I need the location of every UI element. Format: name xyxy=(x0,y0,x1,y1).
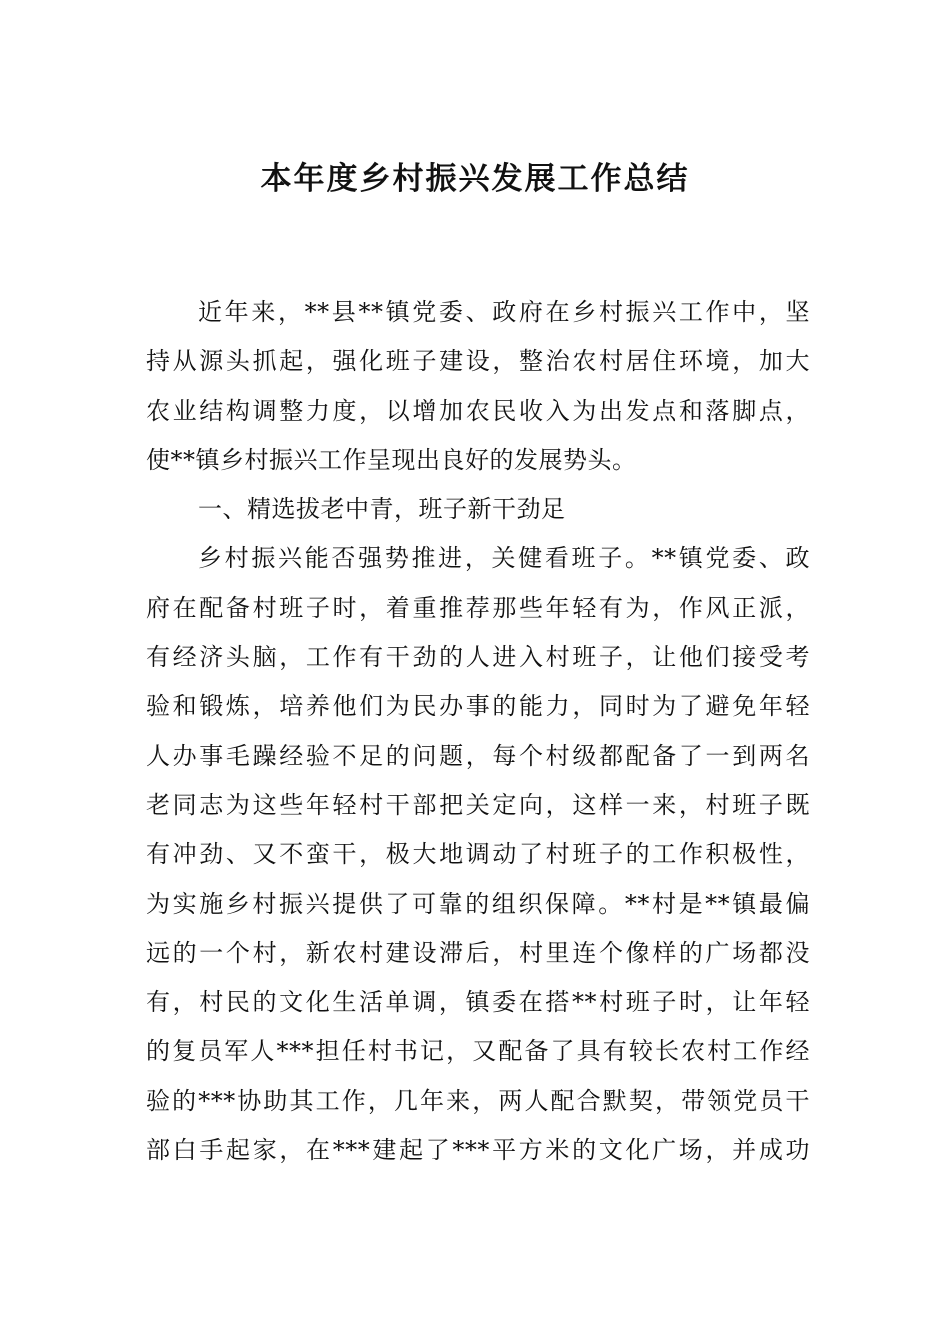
paragraph-line: 使**镇乡村振兴工作呈现出良好的发展势头。 xyxy=(146,445,637,474)
document-body xyxy=(146,288,810,1175)
paragraph-line: 农业结构调整力度，以增加农民收入为出发点和落脚点， xyxy=(146,396,810,425)
document-title: 本年度乡村振兴发展工作总结 xyxy=(260,161,690,197)
paragraph-line: 远的一个村，新农村建设滞后，村里连个像样的广场都没 xyxy=(146,938,810,967)
paragraph-line: 府在配备村班子时，着重推荐那些年轻有为，作风正派， xyxy=(146,593,810,622)
paragraph-line: 部白手起家，在***建起了***平方米的文化广场，并成功 xyxy=(146,1136,810,1165)
paragraph-line: 老同志为这些年轻村干部把关定向，这样一来，村班子既 xyxy=(146,790,810,819)
paragraph-line: 为实施乡村振兴提供了可靠的组织保障。**村是**镇最偏 xyxy=(146,889,810,918)
paragraph-line: 的复员军人***担任村书记，又配备了具有较长农村工作经 xyxy=(146,1037,810,1066)
paragraph-line: 验的***协助其工作，几年来，两人配合默契，带领党员干 xyxy=(146,1086,810,1115)
paragraph-line: 近年来，**县**镇党委、政府在乡村振兴工作中，坚 xyxy=(198,298,810,326)
paragraph-line: 有冲劲、又不蛮干，极大地调动了村班子的工作积极性， xyxy=(146,840,810,869)
paragraph-line: 验和锻炼，培养他们为民办事的能力，同时为了避免年轻 xyxy=(146,692,810,721)
section-heading: 一、精选拔老中青，班子新干劲足 xyxy=(198,495,566,524)
paragraph-line: 有经济头脑，工作有干劲的人进入村班子，让他们接受考 xyxy=(146,643,810,672)
paragraph-line: 乡村振兴能否强势推进，关健看班子。**镇党委、政 xyxy=(198,544,810,573)
paragraph-line: 人办事毛躁经验不足的问题，每个村级都配备了一到两名 xyxy=(146,741,810,770)
paragraph-line: 有，村民的文化生活单调，镇委在搭**村班子时，让年轻 xyxy=(146,988,810,1017)
paragraph-line: 持从源头抓起，强化班子建设，整治农村居住环境，加大 xyxy=(146,347,810,376)
